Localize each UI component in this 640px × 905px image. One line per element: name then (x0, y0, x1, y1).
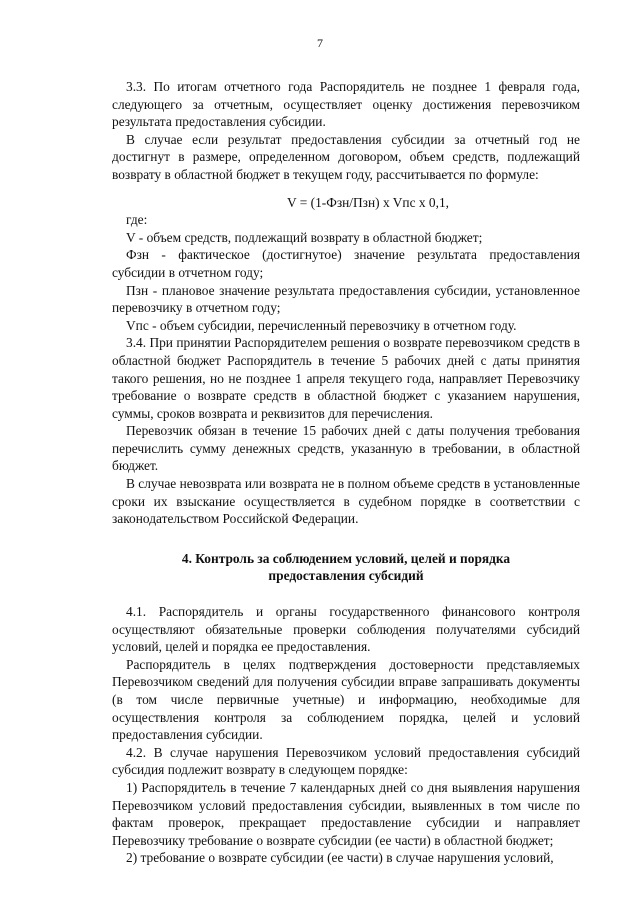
page-number: 7 (317, 36, 323, 50)
paragraph-4-1: 4.1. Распорядитель и органы государственного финансового контроля осуществляют обязательные проверки соблюдения получателями субсидий условий, целей и порядка ее предоставления. (112, 604, 580, 655)
definition-pzn: Пзн - плановое значение результата предоставления субсидии, установленное перевозчику в отчетном году; (112, 282, 580, 316)
section-4-heading-line-1: 4. Контроль за соблюдением условий, целей и порядка (181, 550, 511, 566)
formula: V = (1-Фзн/Пзн) x Vпс x 0,1, (286, 194, 450, 210)
paragraph-3-3-condition: В случае если результат предоставления субсидии за отчетный год не достигнут в размере, определенном договором, объем средств, подлежащий возврату в областной бюджет в текущем году, рассчитывается по формуле: (112, 131, 580, 182)
paragraph-4-2-item-2: 2) требование о возврате субсидии (ее части) в случае нарушения условий, (126, 850, 554, 866)
paragraph-3-3: 3.3. По итогам отчетного года Распорядитель не позднее 1 февраля года, следующего за отчетным, осуществляет оценку достижения перевозчиком результата предоставления субсидии. (112, 79, 580, 130)
definition-fzn: Фзн - фактическое (достигнутое) значение результата предоставления субсидии в отчетном году; (112, 247, 580, 280)
where-label: где: (126, 212, 148, 228)
paragraph-4-1-requests: Распорядитель в целях подтверждения достоверности представляемых Перевозчиком сведений для получения субсидии вправе запрашивать документы (в том числе первичные учетные) и информацию, необходимые для осуществления контроля за соблюдением порядка, целей и условий предоставления субсидии. (112, 656, 580, 743)
paragraph-3-4: 3.4. При принятии Распорядителем решения о возврате перевозчиком средств в областной бюджет Распорядитель в течение 5 рабочих дней с даты принятия такого решения, но не позднее 1 апреля текущего года, направляет Перевозчику требование о возврате средств в областной бюджет с указанием нарушения, суммы, сроков возврата и реквизитов для перечисления. (112, 335, 580, 421)
definition-v: V - объем средств, подлежащий возврату в областной бюджет; (126, 229, 483, 245)
section-4-heading-line-2: предоставления субсидий (268, 568, 424, 584)
paragraph-4-2: 4.2. В случае нарушения Перевозчиком условий предоставления субсидий субсидия подлежит возврату в следующем порядке: (112, 744, 580, 778)
section-4-heading (112, 550, 580, 585)
paragraph-3-4-obligation: Перевозчик обязан в течение 15 рабочих дней с даты получения требования перечислить сумму денежных средств, указанную в требовании, в областной бюджет. (112, 423, 580, 474)
document-body (112, 78, 580, 867)
paragraph-4-2-item-1: 1) Распорядитель в течение 7 календарных дней со дня выявления нарушения Перевозчиком условий предоставления субсидии, выявленных в том числе по фактам проверок, прекращает предоставление субсидии и направляет Перевозчику требование о возврате субсидии (ее части) в областной бюджет; (112, 779, 580, 848)
paragraph-3-4-enforcement: В случае невозврата или возврата не в полном объеме средств в установленные сроки их взыскание осуществляется в судебном порядке в соответствии с законодательством Российской Федерации. (112, 476, 580, 527)
definition-vps: Vпс - объем субсидии, перечисленный перевозчику в отчетном году. (126, 317, 517, 333)
